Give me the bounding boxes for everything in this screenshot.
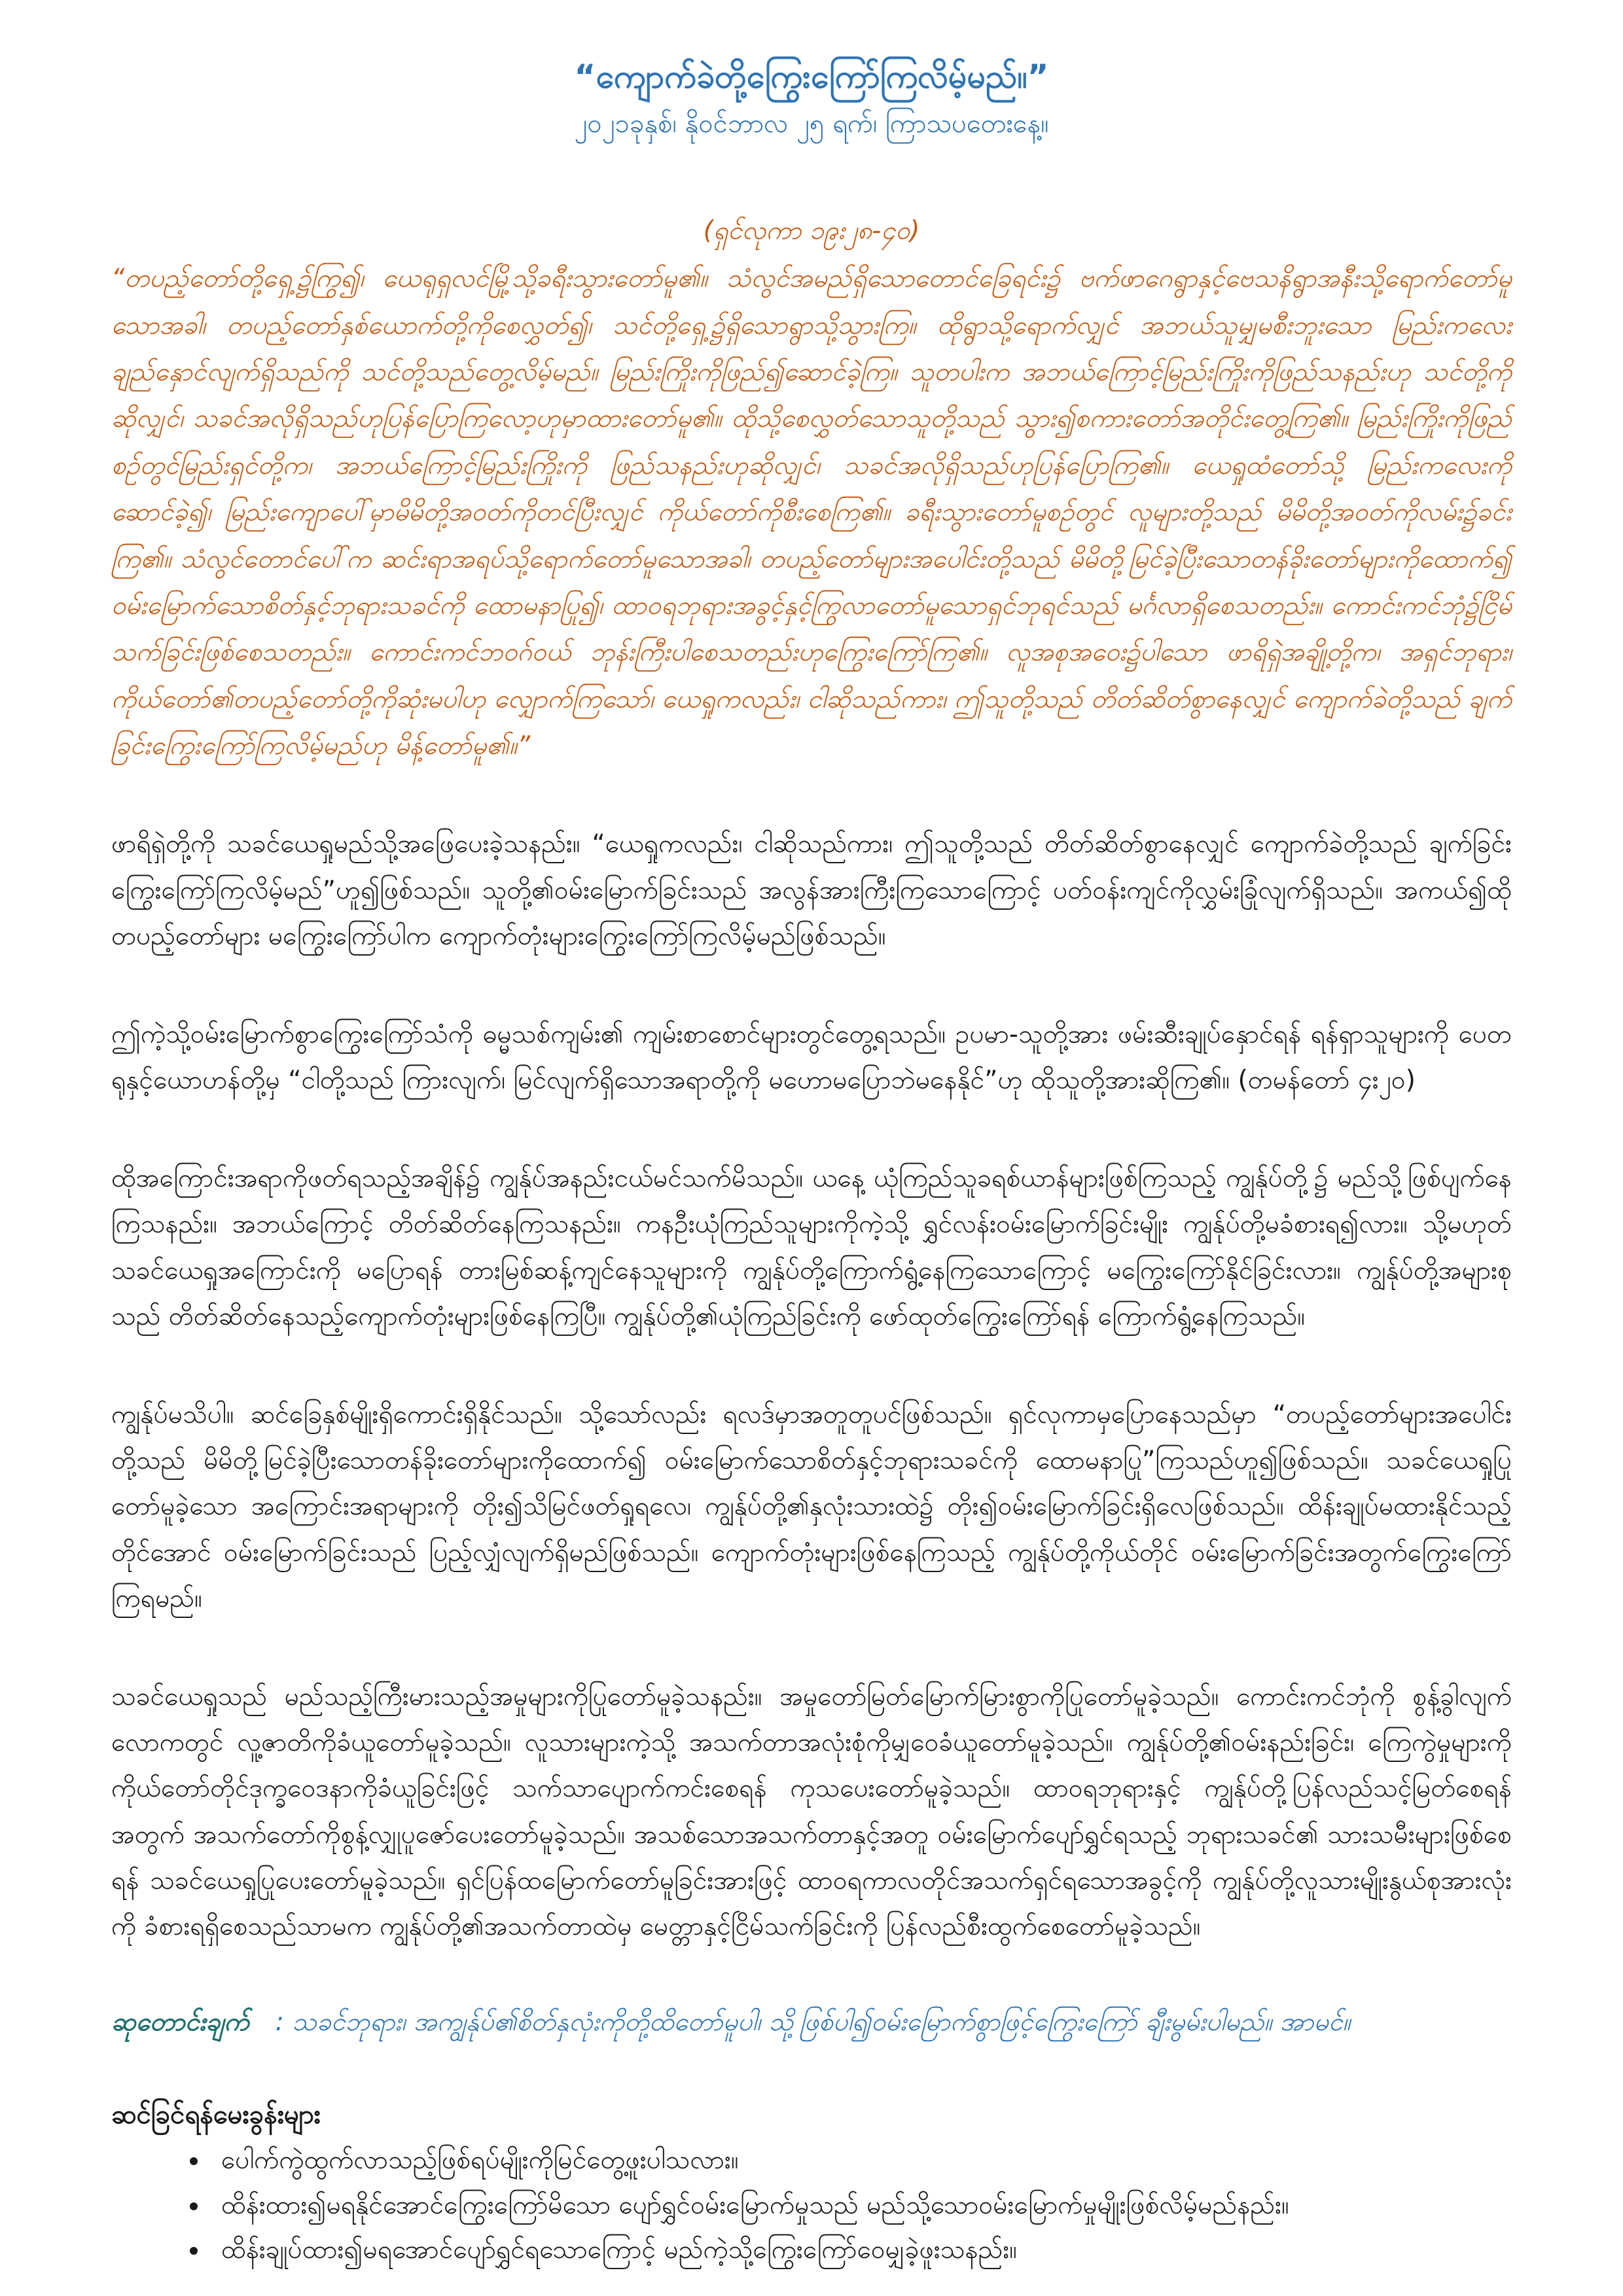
body-paragraph-1: ဖာရိရှဲတို့ကို သခင်ယေရှုမည်သို့အဖြေပေးခဲ့သနည်း။ “ယေရှုကလည်း၊ ငါဆိုသည်ကား၊ ဤသူတို့သည် တိတ်ဆိတ်စွာနေလျှင် ကျောက်ခဲတို့သည် ချက်ခြင်းကြွေးကြော်ကြလိမ့်မည်”ဟူ၍ဖြစ်သည်။ သူတို့၏ဝမ်းမြောက်ခြင်းသည် အလွန်အားကြီးကြသောကြောင့် ပတ်ဝန်းကျင်ကိုလွှမ်းခြုံလျက်ရှိသည်။ အကယ်၍ထိုတပည့်တော်များ မကြွေးကြော်ပါက ကျောက်တုံးများကြွေးကြော်ကြလိမ့်မည်ဖြစ်သည်။ xyxy=(111,829,1512,951)
prayer-label: ဆုတောင်းချက် xyxy=(111,2007,249,2037)
scripture-text: “တပည့်တော်တို့ရှေ့၌ကြွ၍၊ ယေရုရှလင်မြို့သို့ခရီးသွားတော်မူ၏။ သံလွင်အမည်ရှိသောတောင်ခြေရင်း၌ ဗက်ဖာဂေရွာနှင့်ဗေသနိရွာအနီးသို့ရောက်တော်မူသောအခါ၊ တပည့်တော်နှစ်ယောက်တို့ကိုစေလွှတ်၍၊ သင်တို့ရှေ့၌ရှိသောရွာသို့သွားကြ။ ထိုရွာသို့ရောက်လျှင် အဘယ်သူမျှမစီးဘူးသော မြည်းကလေး ချည်နှောင်လျက်ရှိသည်ကို သင်တို့သည်တွေ့လိမ့်မည်။ မြည်းကြိုးကိုဖြည်၍ဆောင်ခဲ့ကြ။ သူတပါးက အဘယ်ကြောင့်မြည်းကြိုးကိုဖြည်သနည်းဟု သင်တို့ကိုဆိုလျှင်၊ သခင်အလိုရှိသည်ဟုပြန်ပြောကြလော့ဟုမှာထားတော်မူ၏။ ထိုသို့စေလွှတ်သောသူတို့သည် သွား၍စကားတော်အတိုင်းတွေ့ကြ၏။ မြည်းကြိုးကိုဖြည်စဉ်တွင်မြည်းရှင်တို့က၊ အဘယ်ကြောင့်မြည်းကြိုးကို ဖြည်သနည်းဟုဆိုလျှင်၊ သခင်အလိုရှိသည်ဟုပြန်ပြောကြ၏။ ယေရှုထံတော်သို့ မြည်းကလေးကိုဆောင်ခဲ့၍၊ မြည်းကျောပေါ်မှာမိမိတို့အဝတ်ကိုတင်ပြီးလျှင် ကိုယ်တော်ကိုစီးစေကြ၏။ ခရီးသွားတော်မူစဉ်တွင် လူများတို့သည် မိမိတို့အဝတ်ကိုလမ်း၌ခင်းကြ၏။ သံလွင်တောင်ပေါ်က ဆင်းရာအရပ်သို့ရောက်တော်မူသောအခါ၊ တပည့်တော်များအပေါင်းတို့သည် မိမိတို့မြင်ခဲ့ပြီးသောတန်ခိုးတော်များကိုထောက်၍ ဝမ်းမြောက်သောစိတ်နှင့်ဘုရားသခင်ကို ထောမနာပြု၍၊ ထာဝရဘုရားအခွင့်နှင့်ကြွလာတော်မူသောရှင်ဘုရင်သည် မင်္ဂလာရှိစေသတည်း။ ကောင်းကင်ဘုံ၌ငြိမ်သက်ခြင်းဖြစ်စေသတည်း။ ကောင်းကင်ဘဝဂ်ဝယ် ဘုန်းကြီးပါစေသတည်းဟုကြွေးကြော်ကြ၏။ လူအစုအဝေး၌ပါသော ဖာရိရှဲအချို့တို့က၊ အရှင်ဘုရား၊ ကိုယ်တော်၏တပည့်တော်တို့ကိုဆုံးမပါဟု လျှောက်ကြသော်၊ ယေရှုကလည်း၊ ငါဆိုသည်ကား၊ ဤသူတို့သည် တိတ်ဆိတ်စွာနေလျှင် ကျောက်ခဲတို့သည် ချက်ခြင်းကြွေးကြော်ကြလိမ့်မည်ဟု မိန့်တော်မူ၏။” xyxy=(111,264,1512,761)
scripture-passage xyxy=(111,207,1512,769)
question-item: • ထိန်းချုပ်ထား၍မရအောင်ပျော်ရွှင်ရသောကြောင့် မည်ကဲ့သို့ကြွေးကြော်ဝေမျှခဲ့ဖူးသနည်း။ xyxy=(209,2228,1512,2272)
body-paragraph-5: သခင်ယေရှုသည် မည်သည့်ကြီးမားသည့်အမှုများကိုပြုတော်မူခဲ့သနည်း။ အမှုတော်မြတ်မြောက်မြားစွာကိုပြုတော်မူခဲ့သည်။ ကောင်းကင်ဘုံကို စွန့်ခွါလျက် လောကတွင် လူ့ဇာတိကိုခံယူတော်မူခဲ့သည်။ လူသားများကဲ့သို့ အသက်တာအလုံးစုံကိုမျှဝေခံယူတော်မူခဲ့သည်။ ကျွန်ုပ်တို့၏ဝမ်းနည်းခြင်း၊ ကြေကွဲမှုများကို ကိုယ်တော်တိုင်ဒုက္ခဝေဒနာကိုခံယူခြင်းဖြင့် သက်သာပျောက်ကင်းစေရန် ကုသပေးတော်မူခဲ့သည်။ ထာဝရဘုရားနှင့် ကျွန်ုပ်တို့ပြန်လည်သင့်မြတ်စေရန်အတွက် အသက်တော်ကိုစွန့်လျှုပူဇော်ပေးတော်မူခဲ့သည်။ အသစ်သောအသက်တာနှင့်အတူ ဝမ်းမြောက်ပျော်ရွှင်ရသည့် ဘုရားသခင်၏ သားသမီးများဖြစ်စေရန် သခင်ယေရှုပြုပေးတော်မူခဲ့သည်။ ရှင်ပြန်ထမြောက်တော်မူခြင်းအားဖြင့် ထာဝရကာလတိုင်အသက်ရှင်ရသောအခွင့်ကို ကျွန်ုပ်တို့လူသားမျိုးနွယ်စုအားလုံးကို ခံစားရရှိစေသည်သာမက ကျွန်ုပ်တို့၏အသက်တာထဲမှ မေတ္တာနှင့်ငြိမ်သက်ခြင်းကို ပြန်လည်စီးထွက်စေတော်မူခဲ့သည်။ xyxy=(111,1681,1512,1941)
prayer xyxy=(111,2002,1512,2043)
questions-heading: ဆင်ခြင်ရန်မေးခွန်းများ xyxy=(111,2100,321,2130)
body-paragraph-2: ဤကဲ့သို့ဝမ်းမြောက်စွာကြွေးကြော်သံကို ဓမ္မသစ်ကျမ်း၏ ကျမ်းစာစောင်များတွင်တွေ့ရသည်။ ဥပမာ-သူတို့အား ဖမ်းဆီးချုပ်နှောင်ရန် ရန်ရှာသူများကို ပေတရုနှင့်ယောဟန်တို့မှ “ငါတို့သည် ကြားလျက်၊ မြင်လျက်ရှိသောအရာတို့ကို မဟောမပြောဘဲမနေနိုင်”ဟု ထိုသူတို့အားဆိုကြ၏။ (တမန်တော် ၄း၂၀) xyxy=(111,1019,1512,1096)
question-item: • ထိန်းထား၍မရနိုင်အောင်ကြွေးကြော်မိသော ပျော်ရွှင်ဝမ်းမြောက်မှုသည် မည်သို့သောဝမ်းမြောက်မှုမျိုးဖြစ်လိမ့်မည်နည်း။ xyxy=(209,2183,1512,2228)
questions-list xyxy=(111,2138,1512,2272)
body-paragraph-4: ကျွန်ုပ်မသိပါ။ ဆင်ခြေနှစ်မျိုးရှိကောင်းရှိနိုင်သည်။ သို့သော်လည်း ရလဒ်မှာအတူတူပင်ဖြစ်သည်။ ရှင်လုကာမှပြောနေသည်မှာ “တပည့်တော်များအပေါင်းတို့သည် မိမိတို့မြင်ခဲ့ပြီးသောတန်ခိုးတော်များကိုထောက်၍ ဝမ်းမြောက်သောစိတ်နှင့်ဘုရားသခင်ကို ထောမနာပြု”ကြသည်ဟူ၍ဖြစ်သည်။ သခင်ယေရှုပြုတော်မူခဲ့သော အကြောင်းအရာများကို တိုး၍သိမြင်ဖတ်ရှုရလေ၊ ကျွန်ုပ်တို့၏နှလုံးသားထဲ၌ တိုး၍ဝမ်းမြောက်ခြင်းရှိလေဖြစ်သည်။ ထိန်းချုပ်မထားနိုင်သည့်တိုင်အောင် ဝမ်းမြောက်ခြင်းသည် ပြည့်လျှံလျက်ရှိမည်ဖြစ်သည်။ ကျောက်တုံးများဖြစ်နေကြသည့် ကျွန်ုပ်တို့ကိုယ်တိုင် ဝမ်းမြောက်ခြင်းအတွက်ကြွေးကြော်ကြရမည်။ xyxy=(111,1400,1512,1613)
date-line: ၂၀၂၁ခုနှစ်၊ နိုဝင်ဘာလ ၂၅ ရက်၊ ကြာသပတေးနေ့။ xyxy=(574,109,1049,139)
scripture-reference: (ရှင်လုကာ ၁၉း၂၈-၄၀) xyxy=(703,216,920,245)
title: “ကျောက်ခဲတို့ကြွေးကြော်ကြလိမ့်မည်။” xyxy=(574,58,1049,96)
prayer-text: : သခင်ဘုရား၊ အကျွန်ုပ်၏စိတ်နှလုံးကိုတို့ထိတော်မူပါ၊ သို့ဖြစ်ပါ၍ဝမ်းမြောက်စွာဖြင့်ကြွေးကြော် ချီးမွမ်းပါမည်။ အာမင်။ xyxy=(275,2007,1351,2037)
question-item: • ပေါက်ကွဲထွက်လာသည့်ဖြစ်ရပ်မျိုးကိုမြင်တွေ့ဖူးပါသလား။ xyxy=(209,2138,1512,2183)
reflection-questions xyxy=(111,2095,1512,2272)
body-paragraph-3: ထိုအကြောင်းအရာကိုဖတ်ရသည့်အချိန်၌ ကျွန်ုပ်အနည်းငယ်မင်သက်မိသည်။ ယနေ့ ယုံကြည်သူခရစ်ယာန်များဖြစ်ကြသည့် ကျွန်ုပ်တို့၌ မည်သို့ဖြစ်ပျက်နေကြသနည်း။ အဘယ်ကြောင့် တိတ်ဆိတ်နေကြသနည်း။ ကနဦးယုံကြည်သူများကိုကဲ့သို့ ရွှင်လန်းဝမ်းမြောက်ခြင်းမျိုး ကျွန်ုပ်တို့မခံစားရ၍လား။ သို့မဟုတ် သခင်ယေရှုအကြောင်းကို မပြောရန် တားမြစ်ဆန့်ကျင်နေသူများကို ကျွန်ုပ်တို့ကြောက်ရွံ့နေကြသောကြောင့် မကြွေးကြော်နိုင်ခြင်းလား။ ကျွန်ုပ်တို့အများစုသည် တိတ်ဆိတ်နေသည့်ကျောက်တုံးများဖြစ်နေကြပြီ။ ကျွန်ုပ်တို့၏ယုံကြည်ခြင်းကို ဖော်ထုတ်ကြွေးကြော်ရန် ကြောက်ရွံ့နေကြသည်။ xyxy=(111,1164,1512,1331)
